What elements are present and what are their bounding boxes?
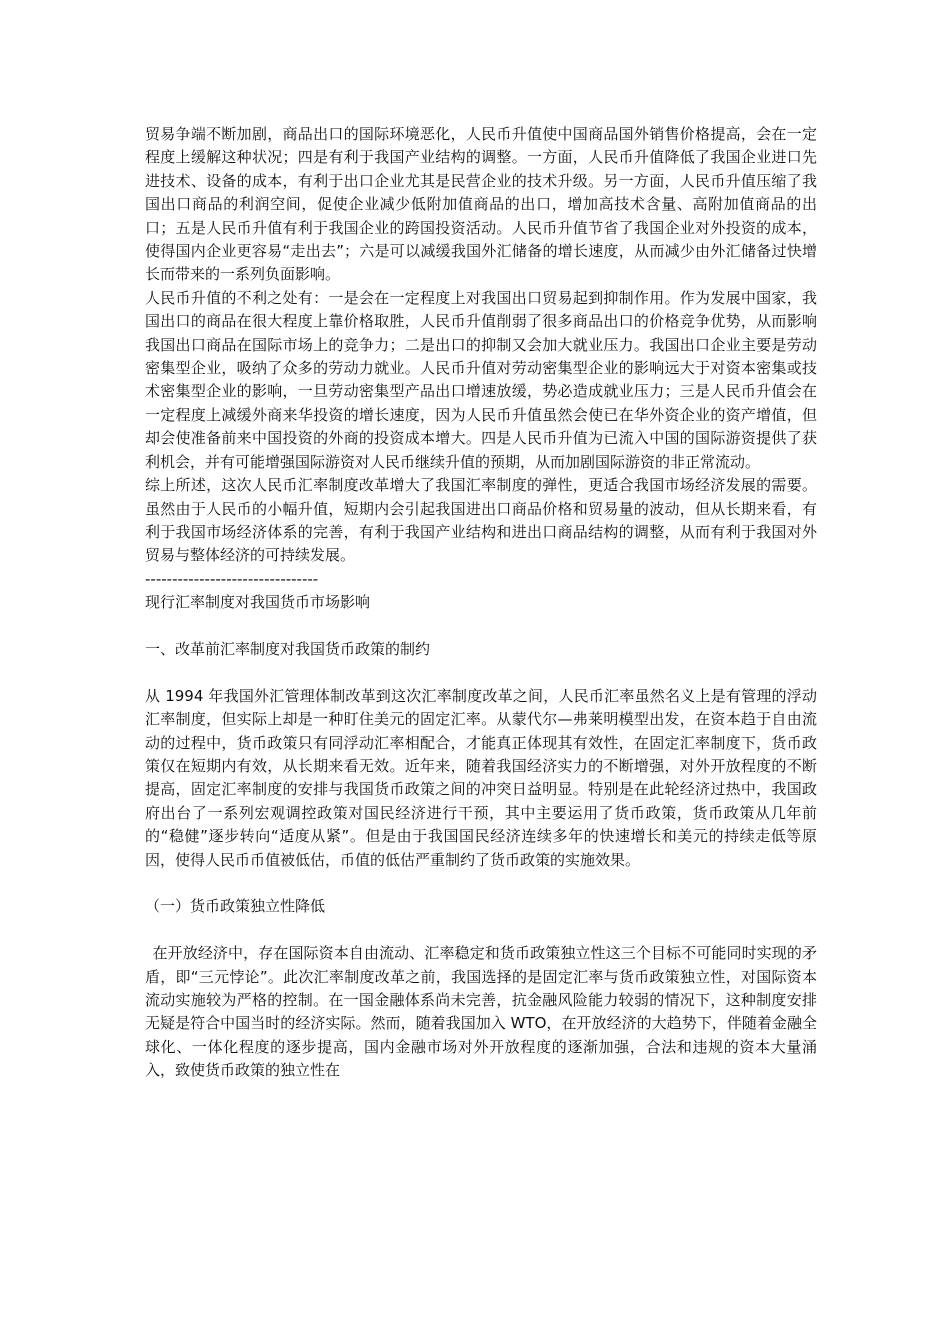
paragraph-trilemma: 在开放经济中，存在国际资本自由流动、汇率稳定和货币政策独立性这三个目标不可能同时实现的矛盾，即“三元悖论”。此次汇率制度改革之前，我国选择的是固定汇率与货币政策独立性，对国际资本流动实施较为严格的控制。在一国金融体系尚未完善，抗金融风险能力较弱的情况下，这种制度安排无疑是符合中国当时的经济实际。然而，随着我国加入 WTO，在开放经济的大趋势下，伴随着金融全球化、一体化程度的逐步提高，国内金融市场对外开放程度的逐渐加强，合法和违规的资本大量涌入，致使货币政策的独立性在 — [145, 944, 817, 1080]
blank-line — [145, 615, 817, 638]
paragraph-summary: 综上所述，这次人民币汇率制度改革增大了我国汇率制度的弹性，更适合我国市场经济发展的需要。虽然由于人民币的小幅升值，短期内会引起我国进出口商品价格和贸易量的波动，但从长期来看，有利于我国市场经济体系的完善，有利于我国产业结构和进出口商品结构的调整，从而有利于我国对外贸易与整体经济的可持续发展。 — [145, 476, 817, 565]
dashed-divider: -------------------------------- — [145, 569, 319, 588]
paragraph-renminbi-disadvantages: 人民币升值的不利之处有：一是会在一定程度上对我国出口贸易起到抑制作用。作为发展中国家，我国出口的商品在很大程度上靠价格取胜，人民币升值削弱了很多商品出口的价格竞争优势，从而影响我国出口商品在国际市场上的竞争力；二是出口的抑制又会加大就业压力。我国出口企业主要是劳动密集型企业，吸纳了众多的劳动力就业。人民币升值对劳动密集型企业的影响远大于对资本密集或技术密集型企业的影响，一旦劳动密集型产品出口增速放缓，势必造成就业压力；三是人民币升值会在一定程度上减缓外商来华投资的增长速度，因为人民币升值虽然会使已在华外资企业的资产增值，但却会使准备前来中国投资的外商的投资成本增大。四是人民币升值为已流入中国的国际游资提供了获利机会，并有可能增强国际游资对人民币继续升值的预期，从而加剧国际游资的非正常流动。 — [145, 288, 817, 471]
paragraph-renminbi-advantages: 贸易争端不断加剧，商品出口的国际环境恶化，人民币升值使中国商品国外销售价格提高，会在一定程度上缓解这种状况；四是有利于我国产业结构的调整。一方面，人民币升值降低了我国企业进口先进技术、设备的成本，有利于出口企业尤其是民营企业的技术升级。另一方面，人民币升值压缩了我国出口商品的利润空间，促使企业减少低附加值商品的出口，增加高技术含量、高附加值商品的出口；五是人民币升值有利于我国企业的跨国投资活动。人民币升值节省了我国企业对外投资的成本，使得国内企业更容易“走出去”；六是可以减缓我国外汇储备的增长速度，从而减少由外汇储备过快增长而带来的一系列负面影响。 — [145, 125, 817, 284]
blank-line — [145, 872, 817, 895]
subheading-monetary-independence: （一）货币政策独立性降低 — [145, 897, 326, 916]
blank-line — [145, 919, 817, 942]
paragraph-pre-reform-constraints: 从 1994 年我国外汇管理体制改革到这次汇率制度改革之间，人民币汇率虽然名义上是有管理的浮动汇率制度，但实际上却是一种盯住美元的固定汇率。从蒙代尔—弗莱明模型出发，在资本趋于自由流动的过程中，货币政策只有同浮动汇率相配合，才能真正体现其有效性，在固定汇率制度下，货币政策仅在短期内有效，从长期来看无效。近年来，随着我国经济实力的不断增强，对外开放程度的不断提高，固定汇率制度的安排与我国货币政策之间的冲突日益明显。特别是在此轮经济过热中，我国政府出台了一系列宏观调控政策对国民经济进行干预，其中主要运用了货币政策，货币政策从几年前的“稳健”逐步转向“适度从紧”。但是由于我国国民经济连续多年的快速增长和美元的持续走低等原因，使得人民币币值被低估，币值的低估严重制约了货币政策的实施效果。 — [145, 686, 817, 869]
document-body — [145, 123, 817, 1083]
section-title: 现行汇率制度对我国货币市场影响 — [145, 593, 371, 612]
blank-line — [145, 661, 817, 684]
heading-one: 一、改革前汇率制度对我国货币政策的制约 — [145, 639, 431, 658]
